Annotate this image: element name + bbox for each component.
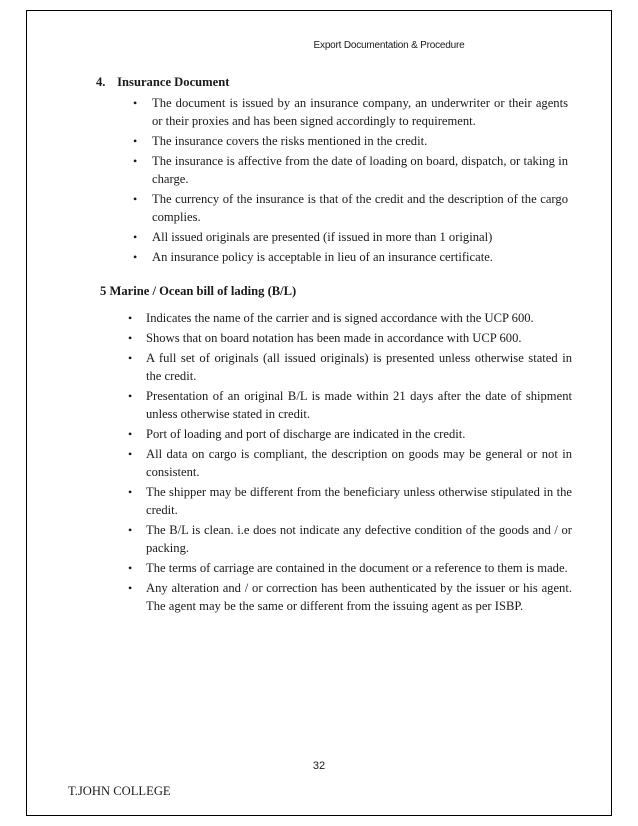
bullet-icon: •: [128, 523, 133, 537]
list-item: • All data on cargo is compliant, the description on goods may be general or not in consistent.: [128, 447, 572, 479]
bullet-icon: •: [133, 154, 138, 168]
list-item: • An insurance policy is acceptable in lieu of an insurance certificate.: [133, 250, 493, 264]
list-item: • Presentation of an original B/L is made within 21 days after the date of shipment unless otherwise stated in credit.: [128, 389, 572, 421]
bullet-icon: •: [128, 581, 133, 595]
bullet-icon: •: [128, 427, 133, 441]
list-item: • The insurance covers the risks mentioned in the credit.: [133, 134, 428, 148]
list-item: • Shows that on board notation has been made in accordance with UCP 600.: [128, 331, 522, 345]
list-item: • The B/L is clean. i.e does not indicate any defective condition of the goods and / or packing.: [128, 523, 572, 555]
bullet-icon: •: [128, 561, 133, 575]
section-heading: [96, 73, 568, 91]
bullet-icon: •: [128, 351, 133, 365]
list-item: • The document is issued by an insurance company, an underwriter or their agents or their proxies and has been signed accordingly to requirement.: [133, 96, 568, 128]
list-item: • The currency of the insurance is that of the credit and the description of the cargo complies.: [133, 192, 568, 224]
list-item: • All issued originals are presented (if issued in more than 1 original): [133, 230, 493, 244]
bullet-icon: •: [133, 134, 138, 148]
bullet-icon: •: [128, 311, 133, 325]
list-item: • Port of loading and port of discharge are indicated in the credit.: [128, 427, 466, 441]
bullet-icon: •: [128, 331, 133, 345]
bullet-icon: •: [128, 447, 133, 461]
bullet-icon: •: [133, 250, 138, 264]
bullet-icon: •: [128, 389, 133, 403]
section-title: Insurance Document: [117, 75, 230, 89]
list-item: • The shipper may be different from the beneficiary unless otherwise stipulated in the credit.: [128, 485, 572, 517]
bullet-icon: •: [133, 192, 138, 206]
list-item: • The terms of carriage are contained in the document or a reference to them is made.: [128, 561, 568, 575]
bullet-icon: •: [133, 230, 138, 244]
insurance-document-section: [96, 73, 568, 268]
bullet-list: [100, 309, 572, 615]
list-item: • The insurance is affective from the date of loading on board, dispatch, or taking in charge.: [133, 154, 568, 186]
page-number: 32: [312, 760, 326, 772]
bullet-icon: •: [128, 485, 133, 499]
bullet-list: [96, 94, 568, 266]
bullet-icon: •: [133, 96, 138, 110]
list-item: • Any alteration and / or correction has been authenticated by the issuer or his agent. The agent may be the same or different from the issuing agent as per ISBP.: [128, 581, 572, 613]
list-item: • A full set of originals (all issued originals) is presented unless otherwise stated in the credit.: [128, 351, 572, 383]
list-item: • Indicates the name of the carrier and is signed accordance with the UCP 600.: [128, 311, 534, 325]
section-title: 5 Marine / Ocean bill of lading (B/L): [100, 284, 297, 298]
section-number: 4.: [96, 75, 106, 89]
bill-of-lading-section: [100, 282, 572, 617]
running-header: Export Documentation & Procedure: [313, 40, 465, 51]
footer-college-name: T.JOHN COLLEGE: [68, 784, 171, 798]
